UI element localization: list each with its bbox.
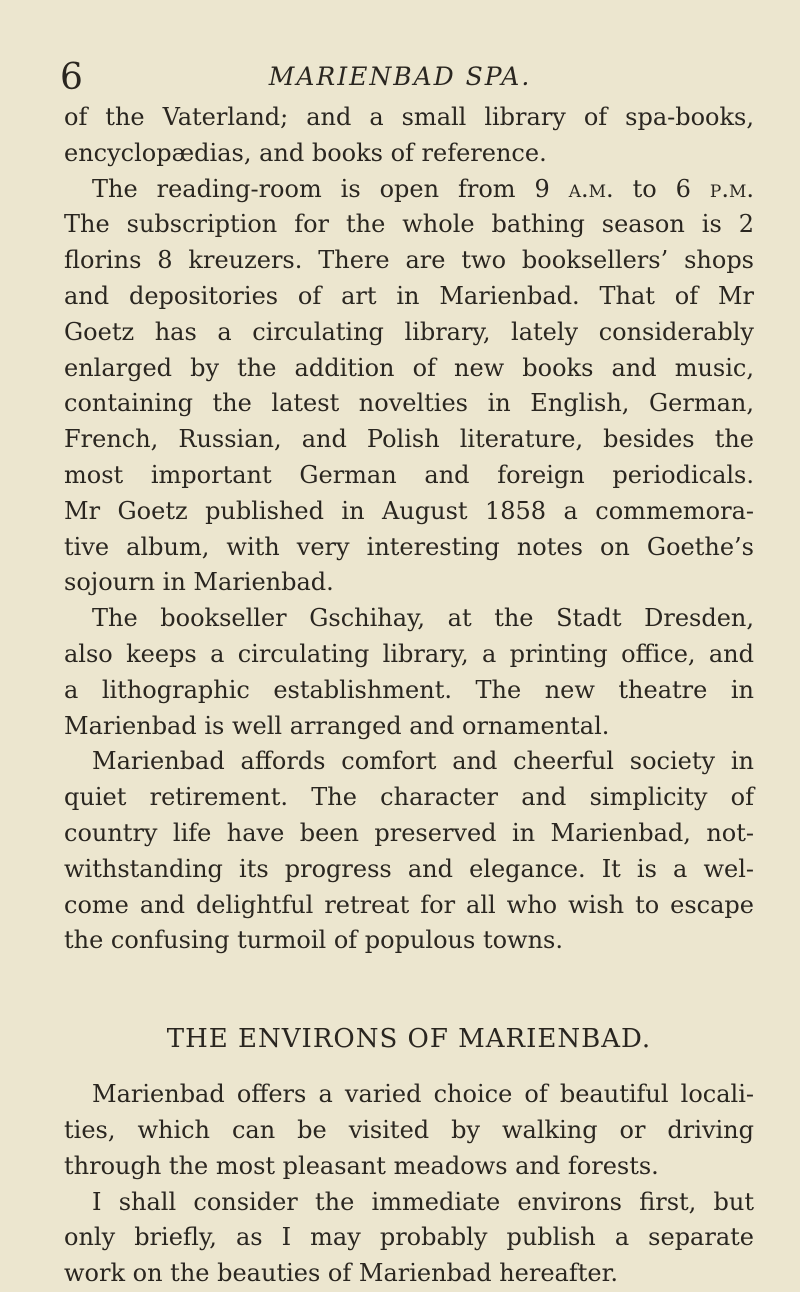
text-line: enlarged by the addition of new books and music,	[64, 353, 754, 382]
text-line: Goetz has a circulating library, lately considerably	[64, 317, 754, 346]
paragraph-1	[64, 100, 754, 172]
time-pm: p.m.	[709, 174, 755, 203]
text-line: most important German and foreign periodicals.	[64, 460, 754, 489]
text-line: country life have been preserved in Marienbad, not-	[64, 818, 754, 847]
paragraph-3	[64, 601, 754, 744]
paragraph-2	[64, 172, 754, 602]
text-line: sojourn in Marienbad.	[64, 568, 334, 597]
text-line: The bookseller Gschihay, at the Stadt Dresden,	[92, 604, 754, 633]
text-line: ties, which can be visited by walking or driving	[64, 1115, 754, 1144]
text-line: Mr Goetz published in August 1858 a commemora-	[64, 496, 754, 525]
text-line: also keeps a circulating library, a printing office, and	[64, 639, 754, 668]
text-line: Marienbad offers a varied choice of beautiful locali-	[92, 1080, 754, 1109]
page-header	[0, 56, 800, 106]
text-line: through the most pleasant meadows and forests.	[64, 1151, 659, 1180]
text-line: encyclopædias, and books of reference.	[64, 138, 547, 167]
time-am: a.m.	[568, 174, 614, 203]
paragraph-5	[64, 1077, 754, 1184]
text-fragment: The reading-room is open from 9	[92, 174, 569, 203]
page-number: 6	[60, 57, 83, 98]
text-line: the confusing turmoil of populous towns.	[64, 926, 563, 955]
text-line: containing the latest novelties in English, German,	[64, 389, 754, 418]
body-text	[64, 100, 754, 1292]
text-line	[64, 172, 754, 208]
text-line: of the Vaterland; and a small library of spa-books,	[64, 103, 754, 131]
text-line: quiet retirement. The character and simplicity of	[64, 783, 754, 812]
text-line: The subscription for the whole bathing season is 2	[64, 210, 754, 239]
text-line: a lithographic establishment. The new theatre in	[64, 675, 754, 704]
text-fragment: to 6	[613, 174, 710, 203]
text-line: come and delightful retreat for all who wish to escape	[64, 890, 754, 919]
text-line: French, Russian, and Polish literature, besides the	[64, 425, 754, 454]
text-line: tive album, with very interesting notes on Goethe’s	[64, 532, 754, 561]
text-line: I shall consider the immediate environs first, but	[92, 1187, 754, 1216]
section-heading: THE ENVIRONS OF MARIENBAD.	[166, 1024, 652, 1055]
running-title: MARIENBAD SPA.	[268, 62, 532, 91]
text-line: work on the beauties of Marienbad hereafter.	[64, 1259, 619, 1288]
text-line: and depositories of art in Marienbad. That of Mr	[64, 281, 754, 310]
paragraph-6	[64, 1185, 754, 1292]
paragraph-4	[64, 744, 754, 959]
text-line: only briefly, as I may probably publish a separate	[64, 1223, 754, 1252]
text-line: withstanding its progress and elegance. It is a wel-	[64, 854, 754, 883]
text-line: Marienbad is well arranged and ornamental.	[64, 711, 610, 740]
text-line: florins 8 kreuzers. There are two booksellers’ shops	[64, 246, 754, 275]
text-line: Marienbad affords comfort and cheerful society in	[92, 747, 754, 776]
